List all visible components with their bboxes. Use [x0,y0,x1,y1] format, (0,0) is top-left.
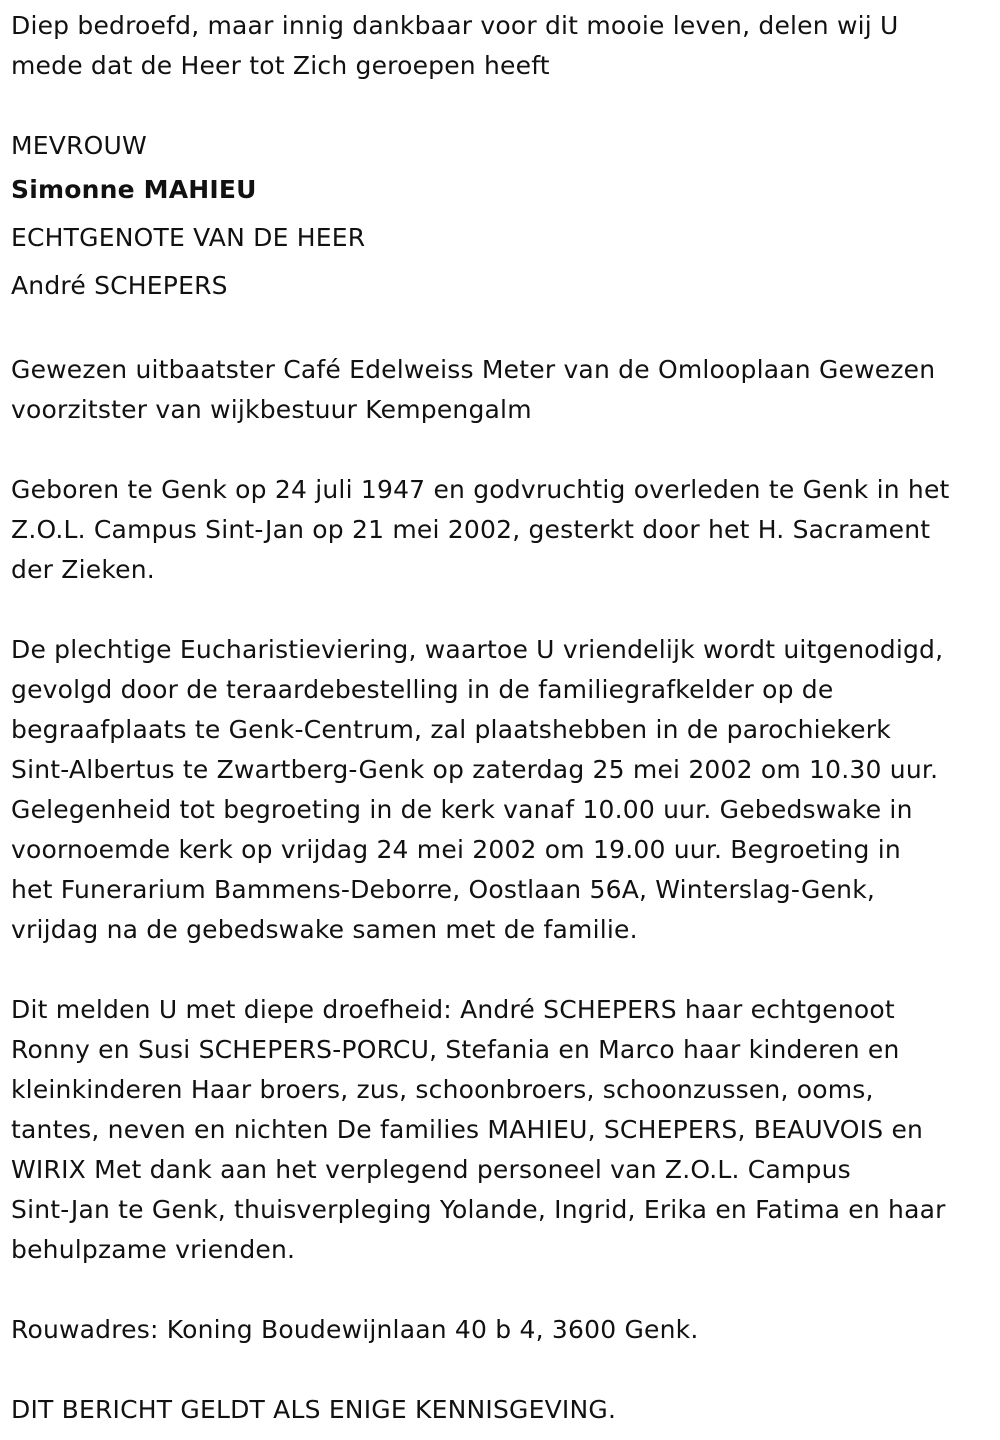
deceased-block [11,126,991,310]
family-paragraph [11,990,991,1270]
birth-death-line: Z.O.L. Campus Sint-Jan op 21 mei 2002, gesterkt door het H. Sacrament [11,515,931,544]
ceremony-line: gevolgd door de teraardebestelling in de familiegrafkelder op de [11,675,834,704]
ceremony-line: De plechtige Eucharistieviering, waartoe U vriendelijk wordt uitgenodigd, [11,635,944,664]
ceremony-line: Gelegenheid tot begroeting in de kerk vanaf 10.00 uur. Gebedswake in [11,795,913,824]
intro-line: Diep bedroefd, maar innig dankbaar voor dit mooie leven, delen wij U [11,11,899,40]
address-paragraph [11,1310,991,1350]
family-line: kleinkinderen Haar broers, zus, schoonbroers, schoonzussen, ooms, [11,1075,874,1104]
deceased-relation: ECHTGENOTE VAN DE HEER [11,223,366,252]
ceremony-line: vrijdag na de gebedswake samen met de familie. [11,915,638,944]
family-line: Sint-Jan te Genk, thuisverpleging Yolande, Ingrid, Erika en Fatima en haar [11,1195,946,1224]
birth-death-line: der Zieken. [11,555,155,584]
ceremony-line: Sint-Albertus te Zwartberg-Genk op zaterdag 25 mei 2002 om 10.30 uur. [11,755,939,784]
occupation-line: voorzitster van wijkbestuur Kempengalm [11,395,532,424]
family-line: behulpzame vrienden. [11,1235,296,1264]
family-line: tantes, neven en nichten De families MAHIEU, SCHEPERS, BEAUVOIS en [11,1115,924,1144]
occupation-paragraph [11,350,991,430]
ceremony-line: het Funerarium Bammens-Deborre, Oostlaan 56A, Winterslag-Genk, [11,875,876,904]
closing-notice: DIT BERICHT GELDT ALS ENIGE KENNISGEVING. [11,1395,617,1424]
family-line: Dit melden U met diepe droefheid: André SCHEPERS haar echtgenoot [11,995,895,1024]
ceremony-line: begraafplaats te Genk-Centrum, zal plaatshebben in de parochiekerk [11,715,891,744]
ceremony-line: voornoemde kerk op vrijdag 24 mei 2002 om 19.00 uur. Begroeting in [11,835,901,864]
closing-paragraph [11,1390,991,1430]
birth-death-paragraph [11,470,991,590]
notice-body [11,6,991,1430]
intro-paragraph [11,6,991,86]
deceased-name: Simonne MAHIEU [11,175,257,204]
spouse-name: André SCHEPERS [11,271,228,300]
birth-death-line: Geboren te Genk op 24 juli 1947 en godvruchtig overleden te Genk in het [11,475,950,504]
family-line: WIRIX Met dank aan het verplegend personeel van Z.O.L. Campus [11,1155,851,1184]
occupation-line: Gewezen uitbaatster Café Edelweiss Meter van de Omlooplaan Gewezen [11,355,936,384]
family-line: Ronny en Susi SCHEPERS-PORCU, Stefania en Marco haar kinderen en [11,1035,900,1064]
deceased-title: MEVROUW [11,131,147,160]
ceremony-paragraph [11,630,991,950]
intro-line: mede dat de Heer tot Zich geroepen heeft [11,51,550,80]
mourning-address: Rouwadres: Koning Boudewijnlaan 40 b 4, 3600 Genk. [11,1315,699,1344]
